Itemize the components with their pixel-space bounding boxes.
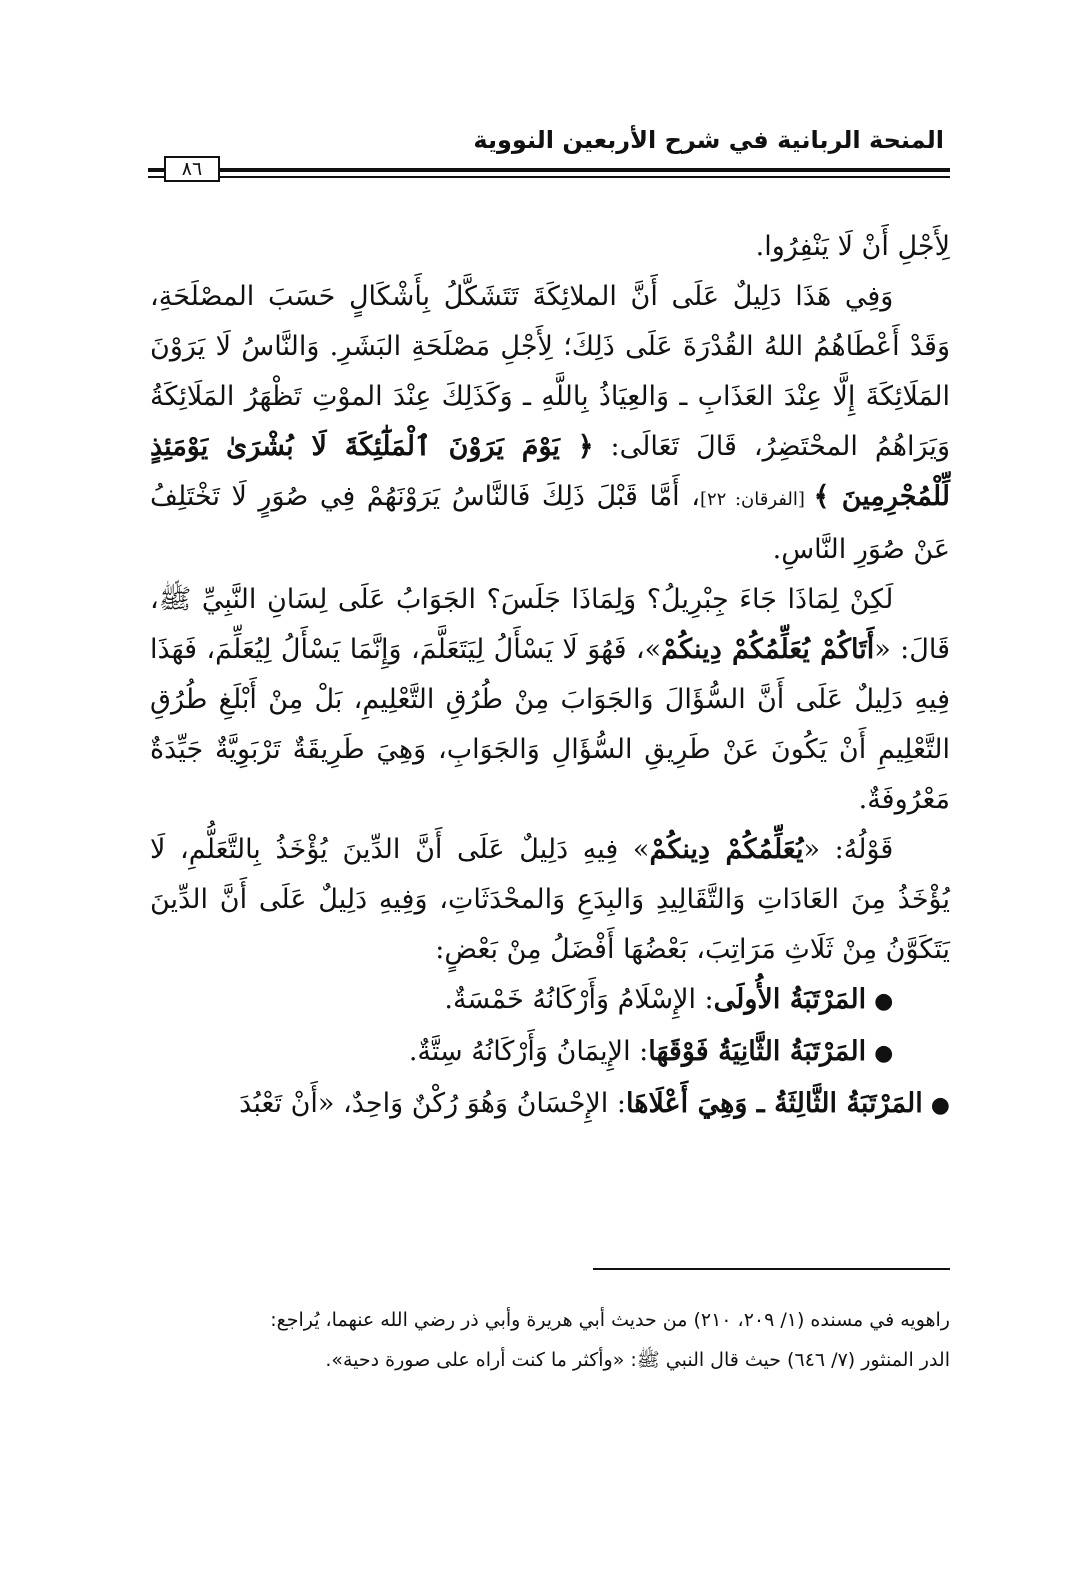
hadith-quote-2: يُعَلِّمُكُمْ دِينكُمْ xyxy=(649,834,804,865)
bullet-icon: ● xyxy=(930,1093,950,1118)
hadith-quote: أَتَاكُمْ يُعَلِّمُكُمْ دِينكُمْ xyxy=(661,634,875,665)
paragraph-2-continuation: ، أَمَّا قَبْلَ ذَلِكَ فَالنَّاسُ يَرَوْنَهُمْ فِي صُوَرٍ لَا تَخْتَلِفُ عَنْ صُوَرِ النَّاسِ. xyxy=(150,481,950,565)
page-number: ٨٦ xyxy=(164,156,220,182)
header-rule-thick xyxy=(148,168,950,172)
list-item xyxy=(150,1027,950,1079)
bullet-icon: ● xyxy=(874,989,894,1014)
paragraph-1: لِأَجْلِ أَنْ لَا يَنْفِرُوا. xyxy=(755,231,950,262)
paragraph-3-continuation: »، فَهُوَ لَا يَسْأَلُ لِيَتَعَلَّمَ، وَإِنَّمَا يَسْأَلُ لِيُعَلِّمَ، فَهَذَا فِيهِ دَلِيلٌ عَلَى أَنَّ السُّؤَالَ وَالجَوَابَ مِنْ طُرُقِ التَّعْلِيمِ، بَلْ مِنْ أَبْلَغِ طُرُقِ التَّعْلِيمِ أَنْ يَكُونَ عَنْ طَرِيقِ السُّؤَالِ وَالجَوَابِ، وَهِيَ طَرِيقَةٌ تَرْبَوِيَّةٌ جَيِّدَةٌ مَعْرُوفَةٌ. xyxy=(150,634,950,815)
main-text xyxy=(150,222,950,1131)
list-item-heading: المَرْتَبَةُ الأُولَى xyxy=(713,984,867,1015)
paragraph-4-text: قَوْلُهُ: « xyxy=(803,834,894,865)
list-item-text: : الإِسْلَامُ وَأَرْكَانُهُ خَمْسَةٌ. xyxy=(444,984,714,1015)
quran-reference: [الفرقان: ٢٢] xyxy=(699,489,814,510)
paragraph-3-text: لَكِنْ لِمَاذَا جَاءَ جِبْرِيلُ؟ وَلِمَاذَا جَلَسَ؟ الجَوَابُ عَلَى لِسَانِ النَّبِيِّ ﷺ، قَالَ: « xyxy=(150,584,950,665)
list-item-heading: المَرْتَبَةُ الثَّالِثَةُ ـ وَهِيَ أَعْلَاهَا xyxy=(625,1088,923,1119)
page-header xyxy=(148,118,950,190)
list-item-text: : الإِيمَانُ وَأَرْكَانُهُ سِتَّةٌ. xyxy=(408,1036,649,1067)
footnote-line-2: الدر المنثور (٧/ ٦٤٦) حيث قال النبي ﷺ: «وأكثر ما كنت أراه على صورة دحية». xyxy=(325,1349,950,1371)
running-title: المنحة الربانية في شرح الأربعين النووية xyxy=(473,126,944,154)
footnotes xyxy=(150,1300,950,1380)
paragraph-2-text: وَفِي هَذَا دَلِيلٌ عَلَى أَنَّ الملائِكَةَ تَتَشَكَّلُ بِأَشْكَالٍ حَسَبَ المصْلَحَةِ، وَقَدْ أَعْطَاهُمُ اللهُ القُدْرَةَ عَلَى ذَلِكَ؛ لِأَجْلِ مَصْلَحَةِ البَشَرِ. وَالنَّاسُ لَا يَرَوْنَ المَلَائِكَةَ إِلَّا عِنْدَ العَذَابِ ـ وَالعِيَاذُ بِاللَّهِ ـ وَكَذَلِكَ عِنْدَ الموْتِ تَظْهَرُ المَلَائِكَةُ وَيَرَاهُمُ المحْتَضِرُ، قَالَ تَعَالَى: xyxy=(150,281,950,462)
bullet-icon: ● xyxy=(874,1041,894,1066)
paragraph-4 xyxy=(150,825,950,975)
levels-list xyxy=(150,975,950,1131)
footnote-separator xyxy=(593,1268,950,1270)
footnote-line-1: راهويه في مسنده (١/ ٢٠٩، ٢١٠) من حديث أبي هريرة وأبي ذر رضي الله عنهما، يُراجع: xyxy=(270,1309,950,1331)
list-item xyxy=(150,1079,950,1131)
paragraph-3 xyxy=(150,575,950,825)
list-item-heading: المَرْتَبَةُ الثَّانِيَةُ فَوْقَهَا xyxy=(648,1036,867,1067)
list-item-text: : الإِحْسَانُ وَهُوَ رُكْنٌ وَاحِدٌ، «أَنْ تَعْبُدَ xyxy=(239,1088,626,1119)
quran-verse: ﴿ يَوْمَ يَرَوْنَ ٱلْمَلَٰٓئِكَةَ لَا بُشْرَىٰ يَوْمَئِذٍ لِّلْمُجْرِمِينَ ﴾ xyxy=(150,431,950,512)
header-rule-thin xyxy=(148,176,950,178)
list-item xyxy=(150,975,950,1027)
paragraph-2 xyxy=(150,272,950,575)
paragraph-4-continuation: » فِيهِ دَلِيلٌ عَلَى أَنَّ الدِّينَ يُؤْخَذُ بِالتَّعَلُّمِ، لَا يُؤْخَذُ مِنَ العَادَاتِ وَالتَّقَالِيدِ وَالبِدَعِ وَالمحْدَثَاتِ، وَفِيهِ دَلِيلٌ عَلَى أَنَّ الدِّينَ يَتَكَوَّنُ مِنْ ثَلَاثِ مَرَاتِبَ، بَعْضُهَا أَفْضَلُ مِنْ بَعْضٍ: xyxy=(150,834,950,965)
